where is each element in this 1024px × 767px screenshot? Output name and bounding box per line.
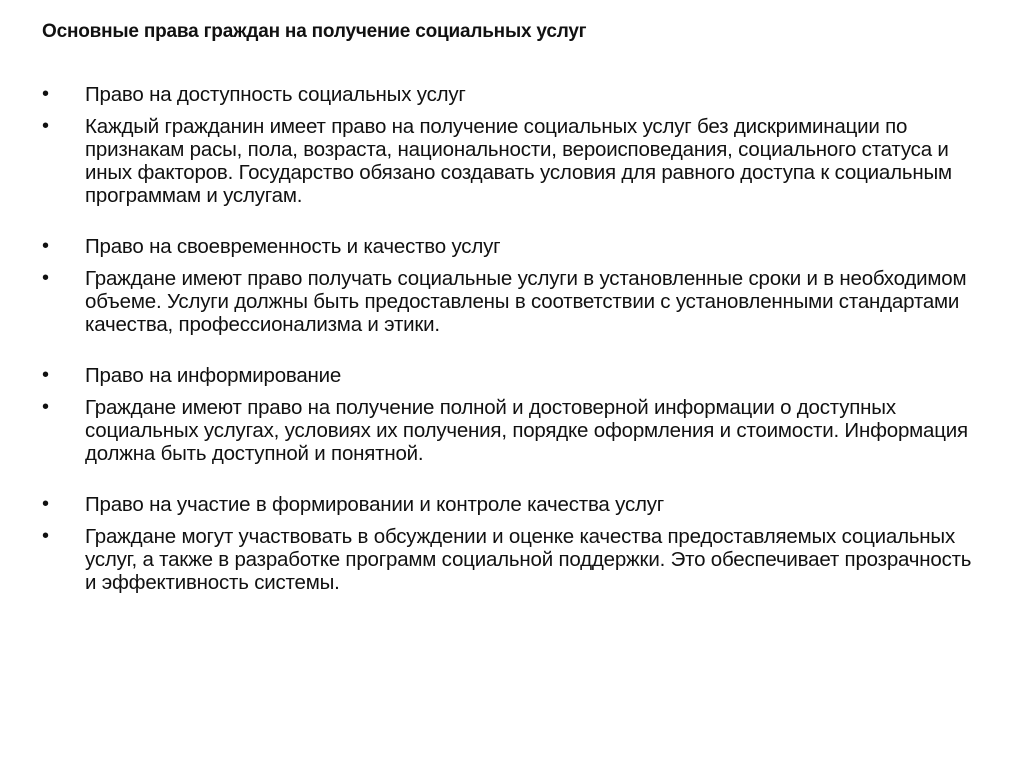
bullet-heading: [42, 493, 984, 516]
bullet-dot: •: [42, 396, 49, 418]
bullet-heading: [42, 364, 984, 387]
bullet-dot: •: [42, 493, 49, 515]
bullet-dot: •: [42, 115, 49, 137]
bullet-heading: [42, 235, 984, 258]
bullet-dot: •: [42, 83, 49, 105]
section-heading: Право на информирование: [85, 364, 342, 387]
bullet-text: [42, 525, 984, 594]
bullet-dot: •: [42, 364, 49, 386]
section-timeliness-quality: [42, 235, 984, 336]
slide-title: Основные права граждан на получение социальных услуг: [42, 21, 587, 42]
section-heading: Право на доступность социальных услуг: [85, 83, 466, 106]
section-heading: Право на участие в формировании и контроле качества услуг: [85, 493, 665, 516]
bullet-text: [42, 115, 984, 207]
section-text: Каждый гражданин имеет право на получение социальных услуг без дискриминации по признакам расы, пола, возраста, национальности, вероисповедания, социального статуса и иных факторов. Государство обязано создавать условия для равного доступа к социальным программам и услугам.: [85, 115, 952, 207]
section-heading: Право на своевременность и качество услуг: [85, 235, 501, 258]
bullet-dot: •: [42, 235, 49, 257]
bullet-text: [42, 267, 984, 336]
bullet-text: [42, 396, 984, 465]
bullet-dot: •: [42, 525, 49, 547]
section-text: Граждане имеют право на получение полной и достоверной информации о доступных социальных услугах, условиях их получения, порядке оформления и стоимости. Информация должна быть доступной и понятной.: [85, 396, 968, 465]
section-accessibility: [42, 83, 984, 207]
section-text: Граждане могут участвовать в обсуждении и оценке качества предоставляемых социальных услуг, а также в разработке программ социальной поддержки. Это обеспечивает прозрачность и эффективность системы.: [85, 525, 972, 594]
section-text: Граждане имеют право получать социальные услуги в установленные сроки и в необходимом объеме. Услуги должны быть предоставлены в соответствии с установленными стандартами качества, профессионализма и этики.: [85, 267, 967, 336]
section-information: [42, 364, 984, 465]
bullet-heading: [42, 83, 984, 106]
section-participation: [42, 493, 984, 594]
bullet-dot: •: [42, 267, 49, 289]
